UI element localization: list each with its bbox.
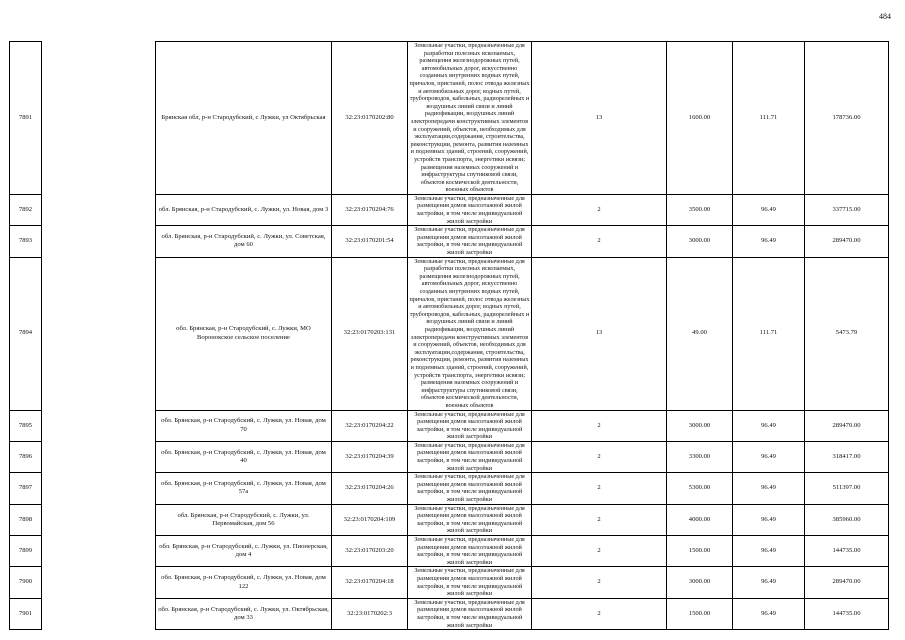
group-number-cell: 13	[532, 257, 667, 410]
permitted-use-cell: Земельные участки, предназначенные для размещения домов малоэтажной жилой застройки, в том числе индивидуальной жилой застройки	[408, 536, 532, 567]
row-number-cell: 7892	[10, 194, 42, 225]
specific-value-cell: 96.49	[733, 504, 805, 535]
cadastral-value-cell: 144735.00	[805, 598, 889, 629]
permitted-use-cell: Земельные участки, предназначенные для размещения домов малоэтажной жилой застройки, в том числе индивидуальной жилой застройки	[408, 567, 532, 598]
area-cell: 3000.00	[667, 226, 733, 257]
area-cell: 3000.00	[667, 410, 733, 441]
table-row	[10, 441, 889, 472]
row-number-cell: 7895	[10, 410, 42, 441]
table-row	[10, 410, 889, 441]
row-number-cell: 7898	[10, 504, 42, 535]
permitted-use-cell: Земельные участки, предназначенные для размещения домов малоэтажной жилой застройки, в том числе индивидуальной жилой застройки	[408, 504, 532, 535]
specific-value-cell: 96.49	[733, 194, 805, 225]
address-cell: обл. Брянская, р-н Стародубский, с. Лужки, ул. Пионерская, дом 4	[156, 536, 332, 567]
blank-cell	[42, 194, 156, 225]
table-row	[10, 504, 889, 535]
row-number-cell: 7896	[10, 441, 42, 472]
table-row	[10, 473, 889, 504]
specific-value-cell: 96.49	[733, 410, 805, 441]
group-number-cell: 2	[532, 441, 667, 472]
table-row	[10, 194, 889, 225]
address-cell: обл. Брянская, р-н Стародубский, с. Лужки, ул. Новая, дом 122	[156, 567, 332, 598]
cadastral-number-cell: 32:23:0170203:131	[332, 257, 408, 410]
group-number-cell: 2	[532, 504, 667, 535]
cadastral-number-cell: 32:23:0170204:26	[332, 473, 408, 504]
blank-cell	[42, 473, 156, 504]
specific-value-cell: 96.49	[733, 536, 805, 567]
cadastral-value-cell: 337715.00	[805, 194, 889, 225]
row-number-cell: 7891	[10, 42, 42, 195]
group-number-cell: 2	[532, 473, 667, 504]
cadastral-number-cell: 32:23:0170202:80	[332, 42, 408, 195]
address-cell: обл. Брянская, р-н Стародубский, с. Лужки, МО Воронокское сельское поселение	[156, 257, 332, 410]
specific-value-cell: 111.71	[733, 257, 805, 410]
area-cell: 3500.00	[667, 194, 733, 225]
table-body	[10, 42, 889, 630]
cadastral-value-cell: 318417.00	[805, 441, 889, 472]
permitted-use-cell: Земельные участки, предназначенные для размещения домов малоэтажной жилой застройки, в том числе индивидуальной жилой застройки	[408, 226, 532, 257]
specific-value-cell: 96.49	[733, 598, 805, 629]
permitted-use-cell: Земельные участки, предназначенные для размещения домов малоэтажной жилой застройки, в том числе индивидуальной жилой застройки	[408, 194, 532, 225]
group-number-cell: 2	[532, 536, 667, 567]
cadastral-number-cell: 32:23:0170204:76	[332, 194, 408, 225]
row-number-cell: 7893	[10, 226, 42, 257]
cadastral-number-cell: 32:23:0170204:18	[332, 567, 408, 598]
blank-cell	[42, 504, 156, 535]
blank-cell	[42, 410, 156, 441]
table-row	[10, 598, 889, 629]
group-number-cell: 2	[532, 226, 667, 257]
address-cell: обл. Брянская, р-н Стародубский, с. Лужки, ул. Советская, дом 60	[156, 226, 332, 257]
table-row	[10, 567, 889, 598]
blank-cell	[42, 42, 156, 195]
cadastral-number-cell: 32:23:0170203:20	[332, 536, 408, 567]
permitted-use-cell: Земельные участки, предназначенные для разработки полезных ископаемых, размещения железнодорожных путей, автомобильных дорог, искусственно созданных внутренних водных путей, причалов, пристаней, полос отвода железных и автомобильных дорог, водных путей, трубопроводов, кабельных, радиорелейных и воздушных линий связи и линий радиофикации, воздушных линий электропередачи конструктивных элементов и сооружений, объектов, необходимых для эксплуатации,содержания, строительства, реконструкции, ремонта, развития наземных и подземных зданий, строений, сооружений, устройств транспорта, энергетики исвязи; размещения наземных сооружений и инфраструктуры спутниковой связи, объектов космической деятельности, военных объектов	[409, 257, 530, 409]
permitted-use-cell: Земельные участки, предназначенные для размещения домов малоэтажной жилой застройки, в том числе индивидуальной жилой застройки	[408, 598, 532, 629]
table-row	[10, 257, 889, 410]
cadastral-number-cell: 32:23:0170202:3	[332, 598, 408, 629]
specific-value-cell: 96.49	[733, 567, 805, 598]
area-cell: 1500.00	[667, 536, 733, 567]
group-number-cell: 2	[532, 194, 667, 225]
blank-cell	[42, 257, 156, 410]
blank-cell	[42, 226, 156, 257]
specific-value-cell: 111.71	[733, 42, 805, 195]
page-number: 484	[879, 12, 891, 21]
address-cell: обл. Брянская, р-н Стародубский, с. Лужки, ул. Новая, дом 70	[156, 410, 332, 441]
group-number-cell: 2	[532, 567, 667, 598]
cadastral-value-cell: 178736.00	[805, 42, 889, 195]
area-cell: 3300.00	[667, 441, 733, 472]
address-cell: обл. Брянская, р-н Стародубский, с. Лужки, ул. Новая, дом 57а	[156, 473, 332, 504]
cadastral-number-cell: 32:23:0170204:109	[332, 504, 408, 535]
blank-cell	[42, 441, 156, 472]
table-row	[10, 536, 889, 567]
address-cell: обл. Брянская, р-н Стародубский, с. Лужки, ул. Новая, дом 3	[156, 194, 332, 225]
area-cell: 5300.00	[667, 473, 733, 504]
cadastral-number-cell: 32:23:0170201:54	[332, 226, 408, 257]
group-number-cell: 2	[532, 410, 667, 441]
cadastral-value-table	[9, 41, 889, 630]
specific-value-cell: 96.49	[733, 473, 805, 504]
permitted-use-cell: Земельные участки, предназначенные для разработки полезных ископаемых, размещения железнодорожных путей, автомобильных дорог, искусственно созданных внутренних водных путей, причалов, пристаней, полос отвода железных и автомобильных дорог, водных путей, трубопроводов, кабельных, радиорелейных и воздушных линий связи и линий радиофикации, воздушных линий электропередачи конструктивных элементов и сооружений, объектов, необходимых для эксплуатации,содержания, строительства, реконструкции, ремонта, развития наземных и подземных зданий, строений, сооружений, устройств транспорта, энергетики исвязи; размещения наземных сооружений и инфраструктуры спутниковой связи, объектов космической деятельности, военных объектов	[409, 42, 530, 194]
cadastral-value-cell: 144735.00	[805, 536, 889, 567]
table-row	[10, 42, 889, 195]
specific-value-cell: 96.49	[733, 226, 805, 257]
row-number-cell: 7901	[10, 598, 42, 629]
address-cell: Брянская обл, р-н Стародубский, с Лужки, ул Октябрьская	[156, 42, 332, 195]
area-cell: 49.00	[667, 257, 733, 410]
blank-cell	[42, 598, 156, 629]
row-number-cell: 7899	[10, 536, 42, 567]
cadastral-number-cell: 32:23:0170204:22	[332, 410, 408, 441]
cadastral-number-cell: 32:23:0170204:39	[332, 441, 408, 472]
area-cell: 4000.00	[667, 504, 733, 535]
table-row	[10, 226, 889, 257]
cadastral-value-cell: 289470.00	[805, 567, 889, 598]
specific-value-cell: 96.49	[733, 441, 805, 472]
address-cell: обл. Брянская, р-н Стародубский, с. Лужки, ул. Октябрьская, дом 33	[156, 598, 332, 629]
cadastral-value-cell: 289470.00	[805, 226, 889, 257]
row-number-cell: 7900	[10, 567, 42, 598]
address-cell: обл. Брянская, р-н Стародубский, с. Лужки, ул. Первомайская, дом 56	[156, 504, 332, 535]
address-cell: обл. Брянская, р-н Стародубский, с. Лужки, ул. Новая, дом 40	[156, 441, 332, 472]
group-number-cell: 2	[532, 598, 667, 629]
area-cell: 1600.00	[667, 42, 733, 195]
permitted-use-cell: Земельные участки, предназначенные для размещения домов малоэтажной жилой застройки, в том числе индивидуальной жилой застройки	[408, 473, 532, 504]
permitted-use-cell: Земельные участки, предназначенные для размещения домов малоэтажной жилой застройки, в том числе индивидуальной жилой застройки	[408, 410, 532, 441]
row-number-cell: 7894	[10, 257, 42, 410]
permitted-use-cell: Земельные участки, предназначенные для размещения домов малоэтажной жилой застройки, в том числе индивидуальной жилой застройки	[408, 441, 532, 472]
cadastral-value-cell: 385960.00	[805, 504, 889, 535]
area-cell: 1500.00	[667, 598, 733, 629]
row-number-cell: 7897	[10, 473, 42, 504]
cadastral-value-cell: 289470.00	[805, 410, 889, 441]
cadastral-value-cell: 5473.79	[805, 257, 889, 410]
blank-cell	[42, 567, 156, 598]
cadastral-value-cell: 511397.00	[805, 473, 889, 504]
group-number-cell: 13	[532, 42, 667, 195]
blank-cell	[42, 536, 156, 567]
area-cell: 3000.00	[667, 567, 733, 598]
